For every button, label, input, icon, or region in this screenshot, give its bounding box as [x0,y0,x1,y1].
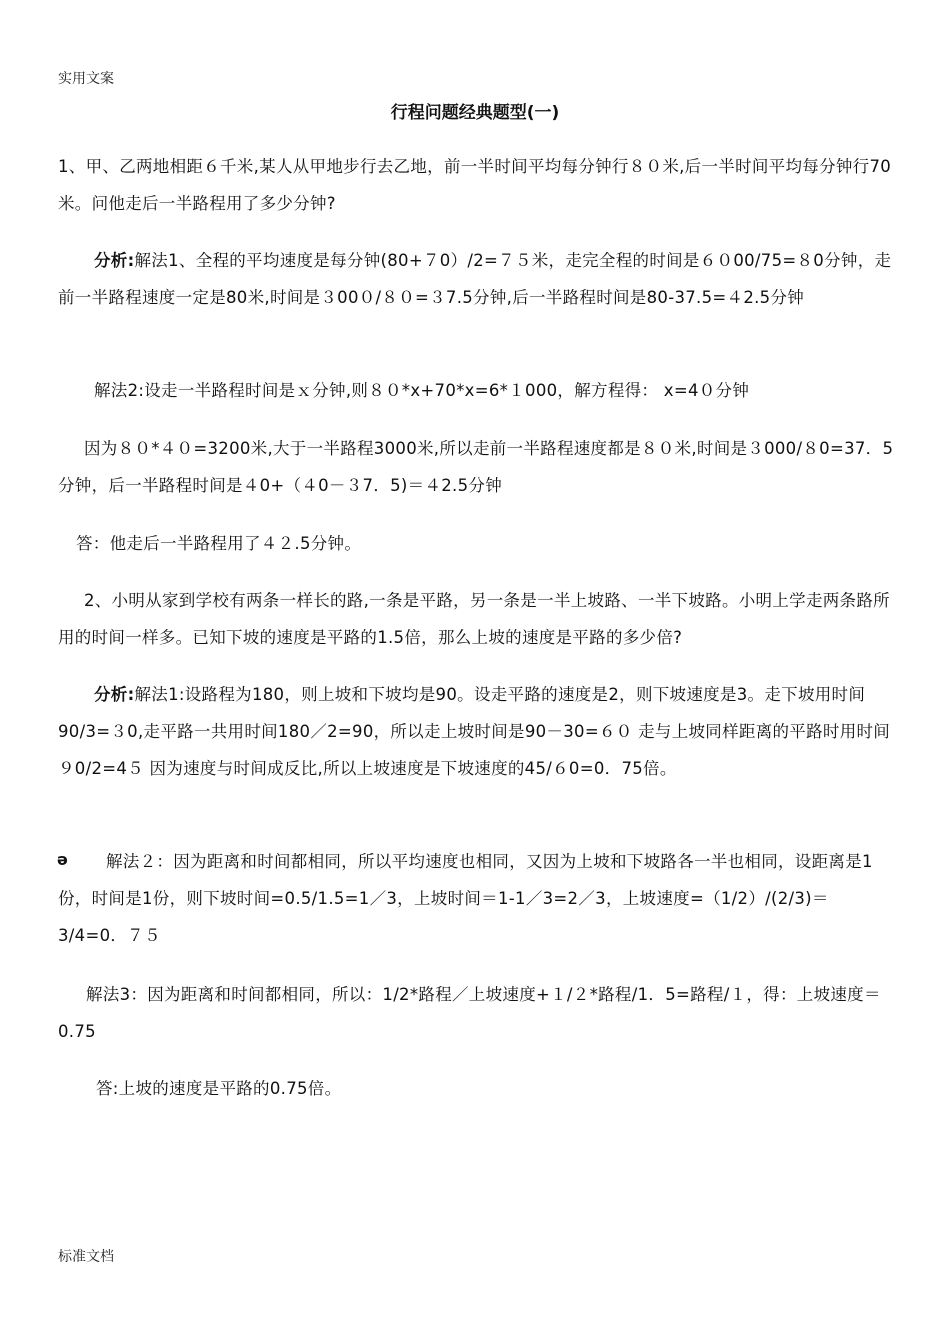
page-header: 实用文案 [58,71,114,87]
page-footer: 标准文档 [58,1249,114,1265]
q2-method2: 解法２：因为距离和时间都相同，所以平均速度也相同，又因为上坡和下坡路各一半也相同，设距离是1份，时间是1份，则下坡时间=0.5/1.5=1／3，上坡时间＝1-1／3=2／3，上坡速度=（1/2）/(2/3)＝3/4=0．７５ [58,852,873,945]
document-title: 行程问题经典题型(一) [390,103,560,123]
q1-analysis-method1 [58,242,894,316]
q2-analysis-method1 [58,676,894,787]
bullet-symbol: ә [57,850,68,869]
q1-question: 1、甲、乙两地相距６千米,某人从甲地步行去乙地，前一半时间平均每分钟行８０米,后一半时间平均每分钟行70米。问他走后一半路程用了多少分钟? [58,157,892,213]
q1-answer: 答：他走后一半路程用了４２.5分钟。 [76,534,362,553]
q2-answer: 答:上坡的速度是平路的0.75倍。 [96,1079,342,1098]
q1-method2: 解法2:设走一半路程时间是ｘ分钟,则８０*x+70*x=6*１000，解方程得： x=4０分钟 [94,381,750,400]
q2-question: 2、小明从家到学校有两条一样长的路,一条是平路，另一条是一半上坡路、一半下坡路。小明上学走两条路所用的时间一样多。已知下坡的速度是平路的1.5倍，那么上坡的速度是平路的多少倍? [58,591,890,647]
q2-analysis-label: 分析: [94,685,135,704]
q1-method1-text: 解法1、全程的平均速度是每分钟(80+７0）/2=７５米，走完全程的时间是６０00/75=８0分钟，走前一半路程速度一定是80米,时间是３00０/８０=３7.5分钟,后一半路程时间是80-37.5=４2.5分钟 [58,251,892,307]
q1-analysis-label: 分析: [94,251,135,270]
q1-reason: 因为８０*４０=3200米,大于一半路程3000米,所以走前一半路程速度都是８０米,时间是３000/８0=37．5分钟，后一半路程时间是４0+（４0－３7．5)＝４2.5分钟 [58,439,894,495]
q2-method3: 解法3：因为距离和时间都相同，所以：1/2*路程／上坡速度+１/２*路程/1．5=路程/１，得：上坡速度＝0.75 [58,985,881,1041]
q2-method1-text: 解法1:设路程为180，则上坡和下坡均是90。设走平路的速度是2，则下坡速度是3。走下坡用时间90/3=３0,走平路一共用时间180／2=90，所以走上坡时间是90－30=６０ 走与上坡同样距离的平路时用时间９0/2=4５ 因为速度与时间成反比,所以上坡速度是下坡速度的45/６0=0．75倍。 [58,685,891,778]
